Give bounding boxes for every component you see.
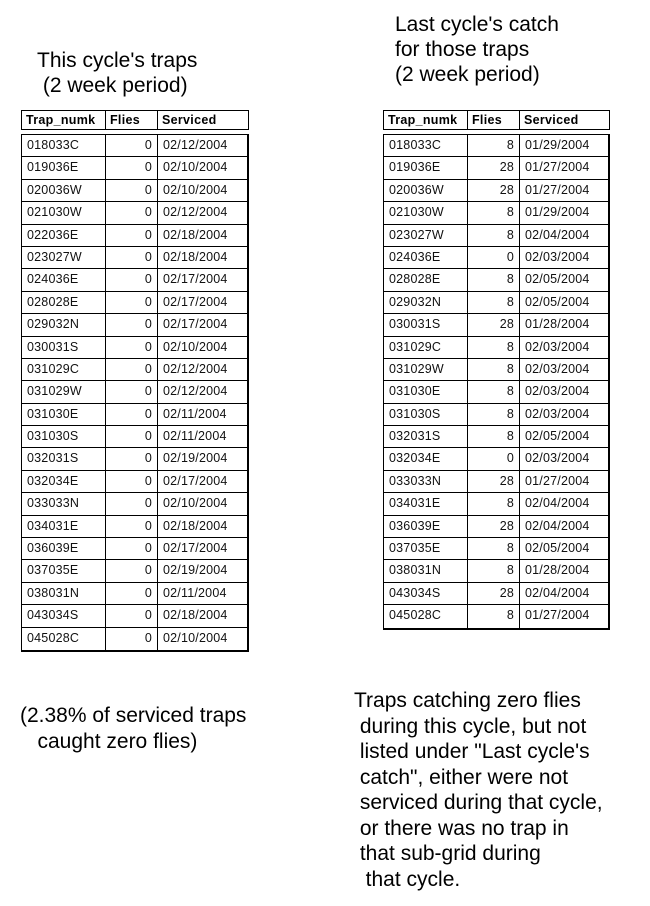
- table-row: [22, 381, 247, 403]
- table-row: [22, 628, 247, 650]
- trap-number-cell: 020036W: [384, 180, 468, 201]
- table-row: [384, 426, 608, 448]
- trap-number-cell: 030031S: [384, 314, 468, 335]
- flies-cell: 8: [468, 225, 520, 246]
- flies-cell: 0: [106, 538, 158, 559]
- table-header: [21, 110, 249, 130]
- serviced-date-cell: 01/28/2004: [525, 317, 590, 332]
- serviced-date-cell: 02/18/2004: [163, 518, 228, 533]
- serviced-date-cell: 01/27/2004: [525, 160, 590, 175]
- table-row: [22, 292, 247, 314]
- table-row: [384, 135, 608, 157]
- trap-number-cell: 038031N: [384, 560, 468, 581]
- trap-number-cell: 024036E: [384, 247, 468, 268]
- trap-number-cell: 031030E: [22, 404, 106, 425]
- table-row: [384, 314, 608, 336]
- trap-number-cell: 020036W: [22, 180, 106, 201]
- flies-cell: 0: [106, 269, 158, 290]
- table-row: [384, 292, 608, 314]
- col-flies: Flies: [106, 111, 158, 129]
- serviced-date-cell: 02/19/2004: [163, 451, 228, 466]
- trap-number-cell: 031029C: [22, 359, 106, 380]
- table-row: [22, 359, 247, 381]
- serviced-date-cell: 02/18/2004: [163, 227, 228, 242]
- trap-number-cell: 030031S: [22, 337, 106, 358]
- flies-cell: 8: [468, 560, 520, 581]
- flies-cell: 0: [106, 404, 158, 425]
- table-row: [22, 269, 247, 291]
- trap-number-cell: 043034S: [22, 605, 106, 626]
- serviced-date-cell: 02/12/2004: [163, 384, 228, 399]
- table-row: [384, 381, 608, 403]
- table-row: [22, 583, 247, 605]
- flies-cell: 8: [468, 359, 520, 380]
- table-row: [384, 247, 608, 269]
- table-row: [22, 516, 247, 538]
- flies-cell: 0: [106, 292, 158, 313]
- serviced-date-cell: 01/28/2004: [525, 563, 590, 578]
- serviced-date-cell: 02/18/2004: [163, 608, 228, 623]
- serviced-date-cell: 02/03/2004: [525, 406, 590, 421]
- serviced-date-cell: 02/11/2004: [163, 429, 227, 444]
- this-cycle-table: [21, 110, 249, 652]
- serviced-date-cell: 02/12/2004: [163, 138, 228, 152]
- flies-cell: 0: [106, 516, 158, 537]
- table-row: [22, 135, 247, 157]
- table-row: [22, 404, 247, 426]
- serviced-date-cell: 02/12/2004: [163, 205, 228, 220]
- table-row: [384, 471, 608, 493]
- table-row: [384, 560, 608, 582]
- serviced-date-cell: 02/03/2004: [525, 384, 590, 399]
- trap-number-cell: 043034S: [384, 583, 468, 604]
- flies-cell: 28: [468, 583, 520, 604]
- table-row: [384, 202, 608, 224]
- flies-cell: 0: [468, 448, 520, 469]
- flies-cell: 0: [106, 337, 158, 358]
- trap-number-cell: 031029C: [384, 337, 468, 358]
- flies-cell: 0: [106, 426, 158, 447]
- last-cycle-title: Last cycle's catch for those traps (2 week period): [395, 13, 559, 86]
- flies-cell: 8: [468, 605, 520, 627]
- table-body: [21, 134, 249, 652]
- serviced-date-cell: 02/10/2004: [163, 182, 228, 197]
- explanation-note: Traps catching zero flies during this cycle, but not listed under "Last cycle's catch", either were not serviced during that cycle, or there was no trap in that sub-grid during that cycle.: [354, 689, 603, 891]
- trap-number-cell: 033033N: [384, 471, 468, 492]
- trap-number-cell: 034031E: [384, 493, 468, 514]
- trap-number-cell: 023027W: [384, 225, 468, 246]
- serviced-date-cell: 02/11/2004: [163, 406, 227, 421]
- table-row: [384, 516, 608, 538]
- trap-number-cell: 045028C: [22, 628, 106, 650]
- trap-number-cell: 033033N: [22, 493, 106, 514]
- serviced-date-cell: 02/03/2004: [525, 249, 590, 264]
- flies-cell: 0: [106, 180, 158, 201]
- table-row: [384, 448, 608, 470]
- trap-number-cell: 032034E: [22, 471, 106, 492]
- flies-cell: 0: [106, 471, 158, 492]
- flies-cell: 0: [106, 202, 158, 223]
- serviced-date-cell: 02/05/2004: [525, 541, 590, 556]
- table-row: [22, 225, 247, 247]
- trap-number-cell: 037035E: [384, 538, 468, 559]
- flies-cell: 0: [106, 583, 158, 604]
- table-row: [22, 560, 247, 582]
- table-row: [384, 404, 608, 426]
- serviced-date-cell: 01/29/2004: [525, 205, 590, 220]
- col-trap-number: Trap_numk: [384, 111, 468, 129]
- this-cycle-title: This cycle's traps (2 week period): [37, 49, 198, 97]
- table-row: [22, 605, 247, 627]
- flies-cell: 0: [106, 247, 158, 268]
- flies-cell: 28: [468, 516, 520, 537]
- trap-number-cell: 036039E: [22, 538, 106, 559]
- table-row: [22, 471, 247, 493]
- flies-cell: 0: [106, 493, 158, 514]
- serviced-date-cell: 02/19/2004: [163, 563, 228, 578]
- table-row: [22, 247, 247, 269]
- serviced-date-cell: 02/05/2004: [525, 294, 590, 309]
- table-row: [22, 202, 247, 224]
- flies-cell: 8: [468, 135, 520, 156]
- trap-number-cell: 018033C: [384, 135, 468, 156]
- flies-cell: 8: [468, 493, 520, 514]
- flies-cell: 8: [468, 538, 520, 559]
- flies-cell: 8: [468, 202, 520, 223]
- table-row: [384, 359, 608, 381]
- table-row: [384, 538, 608, 560]
- flies-cell: 28: [468, 157, 520, 178]
- flies-cell: 0: [468, 247, 520, 268]
- table-row: [384, 493, 608, 515]
- flies-cell: 0: [106, 605, 158, 626]
- serviced-date-cell: 02/12/2004: [163, 361, 228, 376]
- serviced-date-cell: 02/04/2004: [525, 227, 590, 242]
- serviced-date-cell: 01/27/2004: [525, 182, 590, 197]
- table-row: [384, 605, 608, 627]
- trap-number-cell: 031029W: [384, 359, 468, 380]
- trap-number-cell: 045028C: [384, 605, 468, 627]
- serviced-date-cell: 02/03/2004: [525, 361, 590, 376]
- flies-cell: 0: [106, 359, 158, 380]
- table-row: [22, 180, 247, 202]
- col-serviced: Serviced: [524, 113, 579, 127]
- table-row: [22, 448, 247, 470]
- flies-cell: 8: [468, 269, 520, 290]
- serviced-date-cell: 02/18/2004: [163, 249, 228, 264]
- trap-number-cell: 032031S: [22, 448, 106, 469]
- table-row: [22, 493, 247, 515]
- table-row: [22, 157, 247, 179]
- flies-cell: 28: [468, 180, 520, 201]
- table-row: [384, 180, 608, 202]
- serviced-date-cell: 02/17/2004: [163, 473, 228, 488]
- table-row: [22, 337, 247, 359]
- flies-cell: 8: [468, 292, 520, 313]
- trap-number-cell: 022036E: [22, 225, 106, 246]
- trap-number-cell: 031030S: [22, 426, 106, 447]
- col-flies: Flies: [468, 111, 520, 129]
- flies-cell: 0: [106, 448, 158, 469]
- serviced-date-cell: 02/10/2004: [163, 496, 228, 511]
- flies-cell: 0: [106, 560, 158, 581]
- trap-number-cell: 032031S: [384, 426, 468, 447]
- trap-number-cell: 031030E: [384, 381, 468, 402]
- flies-cell: 0: [106, 314, 158, 335]
- trap-number-cell: 034031E: [22, 516, 106, 537]
- trap-number-cell: 031029W: [22, 381, 106, 402]
- trap-number-cell: 029032N: [22, 314, 106, 335]
- serviced-date-cell: 02/04/2004: [525, 496, 590, 511]
- serviced-date-cell: 01/29/2004: [525, 138, 590, 152]
- flies-cell: 8: [468, 337, 520, 358]
- trap-number-cell: 019036E: [384, 157, 468, 178]
- last-cycle-table: [383, 110, 610, 630]
- table-row: [384, 337, 608, 359]
- serviced-date-cell: 02/05/2004: [525, 272, 590, 287]
- flies-cell: 28: [468, 314, 520, 335]
- trap-number-cell: 029032N: [384, 292, 468, 313]
- zero-flies-percentage-note: (2.38% of serviced traps caught zero flies): [20, 704, 247, 753]
- trap-number-cell: 019036E: [22, 157, 106, 178]
- trap-number-cell: 024036E: [22, 269, 106, 290]
- serviced-date-cell: 02/04/2004: [525, 585, 590, 600]
- serviced-date-cell: 01/27/2004: [525, 608, 590, 623]
- trap-number-cell: 028028E: [384, 269, 468, 290]
- table-row: [384, 157, 608, 179]
- flies-cell: 0: [106, 628, 158, 650]
- table-row: [22, 426, 247, 448]
- table-row: [22, 314, 247, 336]
- flies-cell: 0: [106, 135, 158, 156]
- trap-number-cell: 023027W: [22, 247, 106, 268]
- serviced-date-cell: 02/17/2004: [163, 294, 228, 309]
- table-row: [384, 225, 608, 247]
- serviced-date-cell: 02/10/2004: [163, 160, 228, 175]
- serviced-date-cell: 02/10/2004: [163, 630, 228, 645]
- flies-cell: 28: [468, 471, 520, 492]
- table-row: [384, 583, 608, 605]
- serviced-date-cell: 02/17/2004: [163, 541, 228, 556]
- flies-cell: 0: [106, 381, 158, 402]
- table-row: [384, 269, 608, 291]
- serviced-date-cell: 02/17/2004: [163, 317, 228, 332]
- flies-cell: 8: [468, 426, 520, 447]
- serviced-date-cell: 02/03/2004: [525, 339, 590, 354]
- serviced-date-cell: 01/27/2004: [525, 473, 590, 488]
- table-row: [22, 538, 247, 560]
- flies-cell: 0: [106, 225, 158, 246]
- trap-number-cell: 038031N: [22, 583, 106, 604]
- flies-cell: 8: [468, 381, 520, 402]
- col-trap-number: Trap_numk: [22, 111, 106, 129]
- trap-number-cell: 031030S: [384, 404, 468, 425]
- serviced-date-cell: 02/03/2004: [525, 451, 590, 466]
- serviced-date-cell: 02/05/2004: [525, 429, 590, 444]
- serviced-date-cell: 02/10/2004: [163, 339, 228, 354]
- trap-number-cell: 036039E: [384, 516, 468, 537]
- table-body: [383, 134, 610, 630]
- trap-number-cell: 028028E: [22, 292, 106, 313]
- col-serviced: Serviced: [162, 113, 217, 127]
- serviced-date-cell: 02/11/2004: [163, 585, 227, 600]
- table-header: [383, 110, 610, 130]
- trap-number-cell: 032034E: [384, 448, 468, 469]
- trap-number-cell: 021030W: [22, 202, 106, 223]
- trap-number-cell: 018033C: [22, 135, 106, 156]
- serviced-date-cell: 02/04/2004: [525, 518, 590, 533]
- serviced-date-cell: 02/17/2004: [163, 272, 228, 287]
- trap-number-cell: 037035E: [22, 560, 106, 581]
- flies-cell: 8: [468, 404, 520, 425]
- flies-cell: 0: [106, 157, 158, 178]
- trap-number-cell: 021030W: [384, 202, 468, 223]
